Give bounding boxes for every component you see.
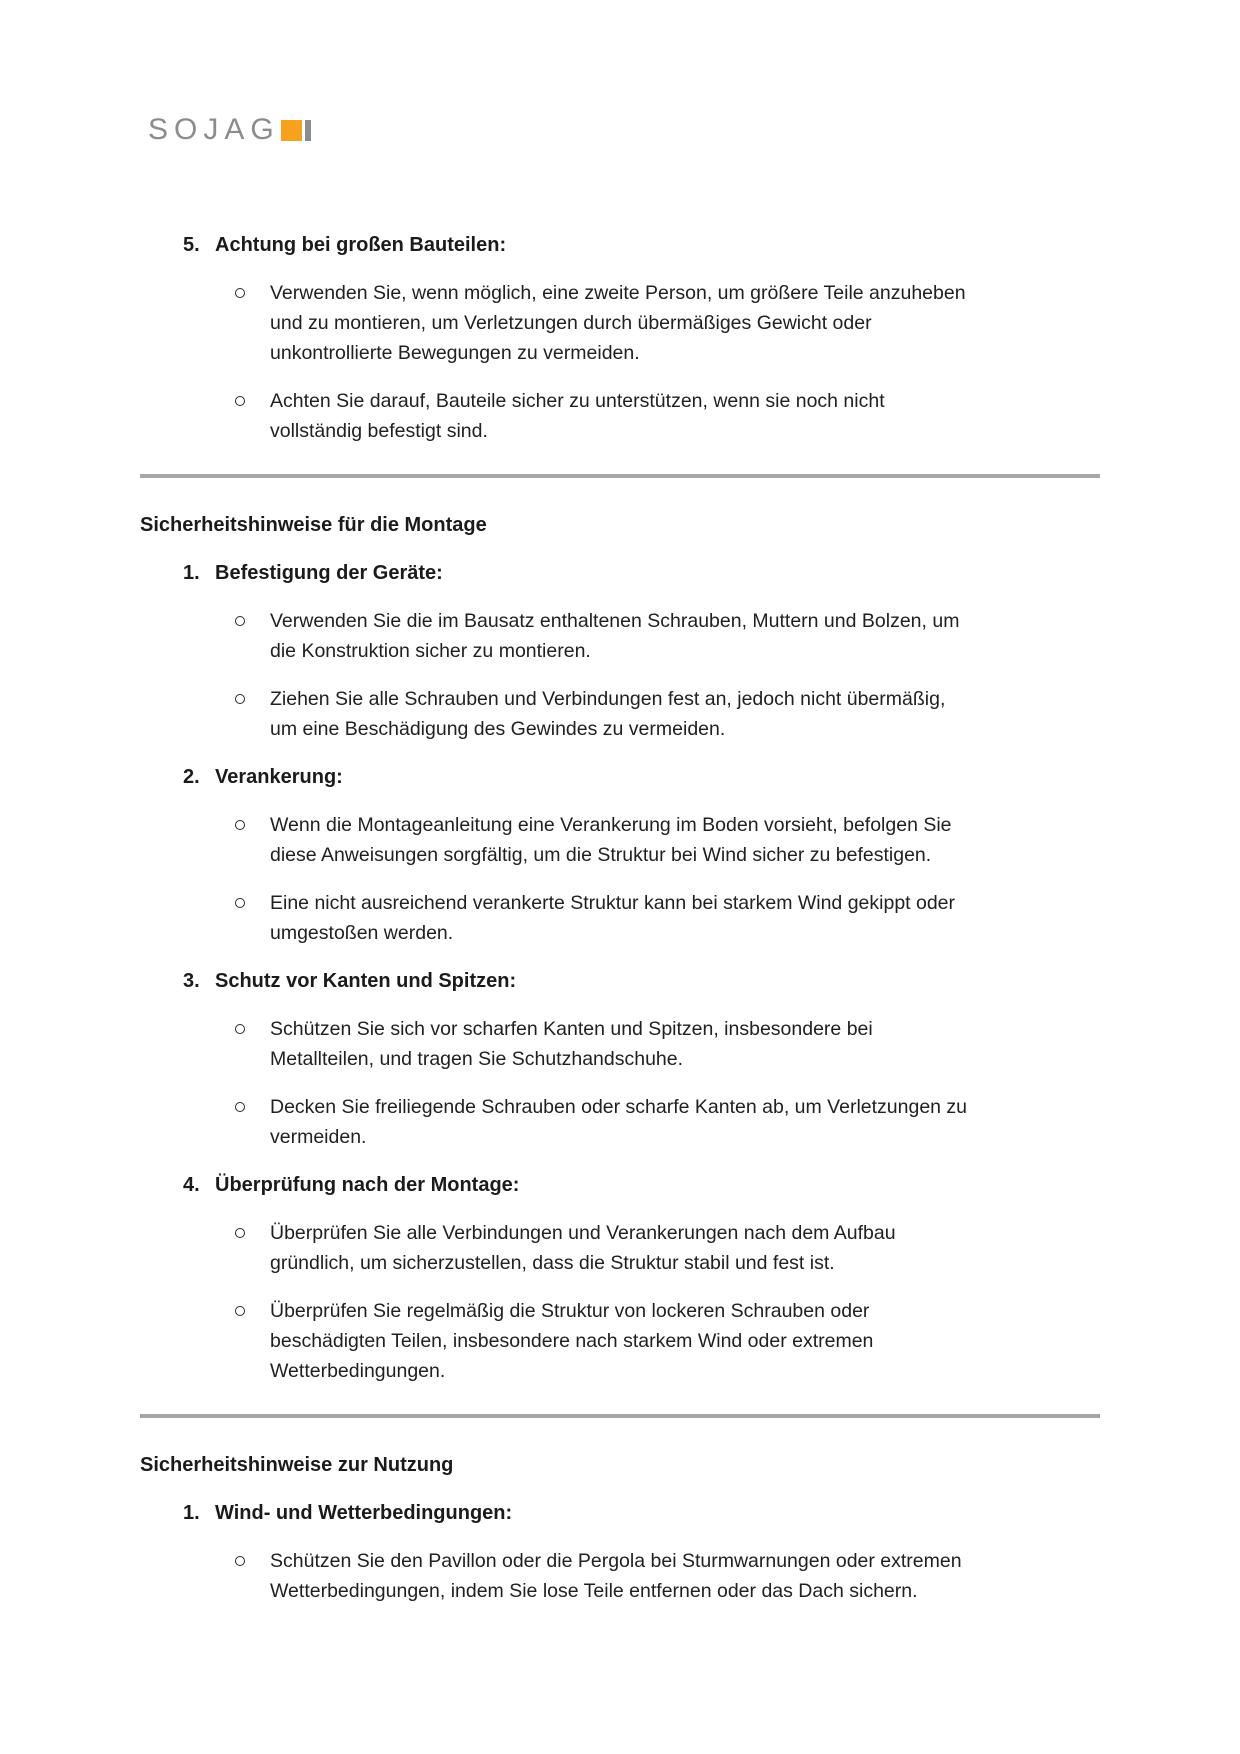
bullet-line: umgestoßen werden. [270,922,454,944]
bullet-item [140,606,1100,666]
list-item-number: 1. [183,1502,200,1524]
brand-logo [148,112,1100,148]
bullet-line: die Konstruktion sicher zu montieren. [270,640,591,662]
bullet-line: Überprüfen Sie alle Verbindungen und Verankerungen nach dem Aufbau [270,1222,896,1244]
section-heading-nutzung: Sicherheitshinweise zur Nutzung [140,1454,454,1476]
numbered-item-2 [140,762,1100,792]
bullet-line: Eine nicht ausreichend verankerte Struktur kann bei starkem Wind gekippt oder [270,892,956,914]
list-item-title: Schutz vor Kanten und Spitzen: [215,970,517,992]
list-item-number: 2. [183,766,200,788]
bullet-item [140,1546,1100,1606]
bullet-line: diese Anweisungen sorgfältig, um die Struktur bei Wind sicher zu befestigen. [270,844,932,866]
numbered-item-3 [140,966,1100,996]
bullet-item [140,810,1100,870]
bullet-line: Schützen Sie den Pavillon oder die Pergola bei Sturmwarnungen oder extremen [270,1550,962,1572]
circle-bullet-icon [235,288,245,298]
brand-logo-text: SOJAG [148,113,280,146]
numbered-item-1-nutzung [140,1498,1100,1528]
bullet-line: Schützen Sie sich vor scharfen Kanten und Spitzen, insbesondere bei [270,1018,873,1040]
logo-orange-square-icon [281,120,302,141]
bullet-item [140,1296,1100,1386]
bullet-item [140,1014,1100,1074]
circle-bullet-icon [235,694,245,704]
bullet-line: und zu montieren, um Verletzungen durch übermäßiges Gewicht oder [270,312,872,334]
bullet-item [140,684,1100,744]
circle-bullet-icon [235,1306,245,1316]
list-item-title: Wind- und Wetterbedingungen: [215,1502,513,1524]
section-divider [140,474,1100,478]
list-item-title: Überprüfung nach der Montage: [215,1174,520,1196]
bullet-line: Achten Sie darauf, Bauteile sicher zu unterstützen, wenn sie noch nicht [270,390,885,412]
bullet-item [140,888,1100,948]
bullet-line: beschädigten Teilen, insbesondere nach starkem Wind oder extremen [270,1330,874,1352]
list-item-number: 4. [183,1174,200,1196]
bullet-line: vollständig befestigt sind. [270,420,488,442]
list-item-number: 3. [183,970,200,992]
numbered-item-4 [140,1170,1100,1200]
numbered-item-1 [140,558,1100,588]
bullet-line: Verwenden Sie die im Bausatz enthaltenen Schrauben, Muttern und Bolzen, um [270,610,960,632]
bullet-item [140,1218,1100,1278]
circle-bullet-icon [235,1556,245,1566]
bullet-line: Verwenden Sie, wenn möglich, eine zweite Person, um größere Teile anzuheben [270,282,966,304]
list-item-number: 1. [183,562,200,584]
bullet-line: Metallteilen, und tragen Sie Schutzhandschuhe. [270,1048,684,1070]
bullet-line: um eine Beschädigung des Gewindes zu vermeiden. [270,718,726,740]
list-item-title: Befestigung der Geräte: [215,562,443,584]
section-divider [140,1414,1100,1418]
bullet-line: Decken Sie freiliegende Schrauben oder scharfe Kanten ab, um Verletzungen zu [270,1096,968,1118]
circle-bullet-icon [235,898,245,908]
bullet-line: Wenn die Montageanleitung eine Verankerung im Boden vorsieht, befolgen Sie [270,814,952,836]
bullet-item [140,278,1100,368]
bullet-line: unkontrollierte Bewegungen zu vermeiden. [270,342,640,364]
circle-bullet-icon [235,1024,245,1034]
list-item-title: Verankerung: [215,766,343,788]
bullet-line: gründlich, um sicherzustellen, dass die Struktur stabil und fest ist. [270,1252,835,1274]
bullet-item [140,386,1100,446]
bullet-line: Ziehen Sie alle Schrauben und Verbindungen fest an, jedoch nicht übermäßig, [270,688,946,710]
section-heading-montage: Sicherheitshinweise für die Montage [140,514,487,536]
bullet-line: Überprüfen Sie regelmäßig die Struktur von lockeren Schrauben oder [270,1300,870,1322]
bullet-line: Wetterbedingungen, indem Sie lose Teile entfernen oder das Dach sichern. [270,1580,918,1602]
list-item-title: Achtung bei großen Bauteilen: [215,234,507,256]
circle-bullet-icon [235,820,245,830]
circle-bullet-icon [235,1228,245,1238]
circle-bullet-icon [235,396,245,406]
list-item-number: 5. [183,234,200,256]
logo-gray-bar-icon [305,120,311,141]
circle-bullet-icon [235,616,245,626]
bullet-item [140,1092,1100,1152]
circle-bullet-icon [235,1102,245,1112]
bullet-line: vermeiden. [270,1126,367,1148]
bullet-line: Wetterbedingungen. [270,1360,446,1382]
numbered-item-5 [140,230,1100,260]
